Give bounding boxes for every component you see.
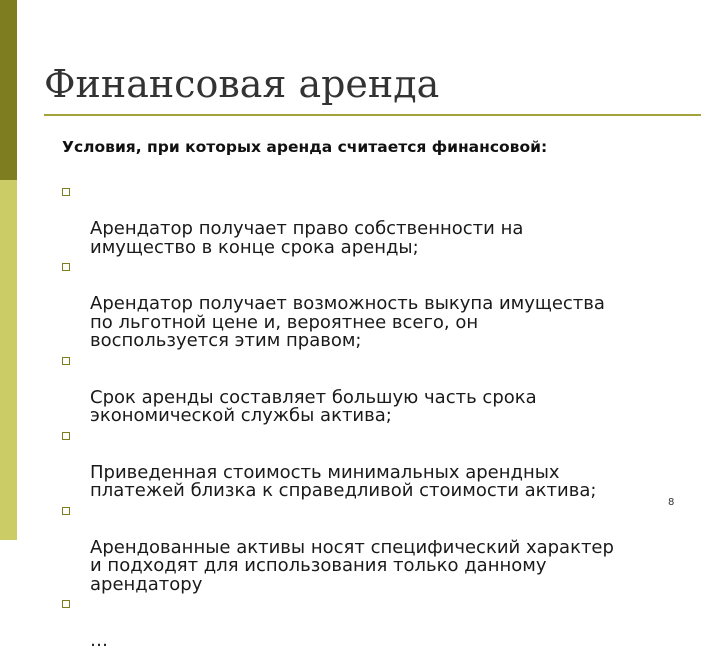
slide-title: Финансовая аренда [44, 62, 440, 106]
hollow-square-bullet-icon [62, 432, 70, 440]
slide-subtitle: Условия, при которых аренда считается финансовой: [62, 138, 548, 156]
bullet-text: Срок аренды составляет большую часть срока экономической службы актива; [90, 386, 537, 426]
bullet-text: … [90, 630, 108, 651]
title-underline [44, 114, 701, 116]
hollow-square-bullet-icon [62, 600, 70, 608]
page-number: 8 [668, 497, 675, 508]
bullet-text: Арендатор получает право собственности на имущество в конце срока аренды; [90, 218, 524, 258]
bullet-item [62, 352, 682, 426]
bullet-item [62, 183, 682, 257]
sidebar-accent-light [0, 180, 17, 540]
bullet-item [62, 502, 682, 595]
sidebar-accent-dark [0, 0, 17, 180]
bullet-item [62, 258, 682, 351]
hollow-square-bullet-icon [62, 263, 70, 271]
bullet-list [62, 183, 682, 651]
bullet-text: Арендатор получает возможность выкупа имущества по льготной цене и, вероятнее всего, он воспользуется этим правом; [90, 293, 605, 351]
hollow-square-bullet-icon [62, 357, 70, 365]
bullet-text: Приведенная стоимость минимальных арендных платежей близка к справедливой стоимости актива; [90, 461, 597, 501]
hollow-square-bullet-icon [62, 507, 70, 515]
bullet-item [62, 595, 682, 651]
bullet-text: Арендованные активы носят специфический характер и подходят для использования только данному арендатору [90, 536, 614, 595]
hollow-square-bullet-icon [62, 188, 70, 196]
bullet-item [62, 427, 682, 501]
